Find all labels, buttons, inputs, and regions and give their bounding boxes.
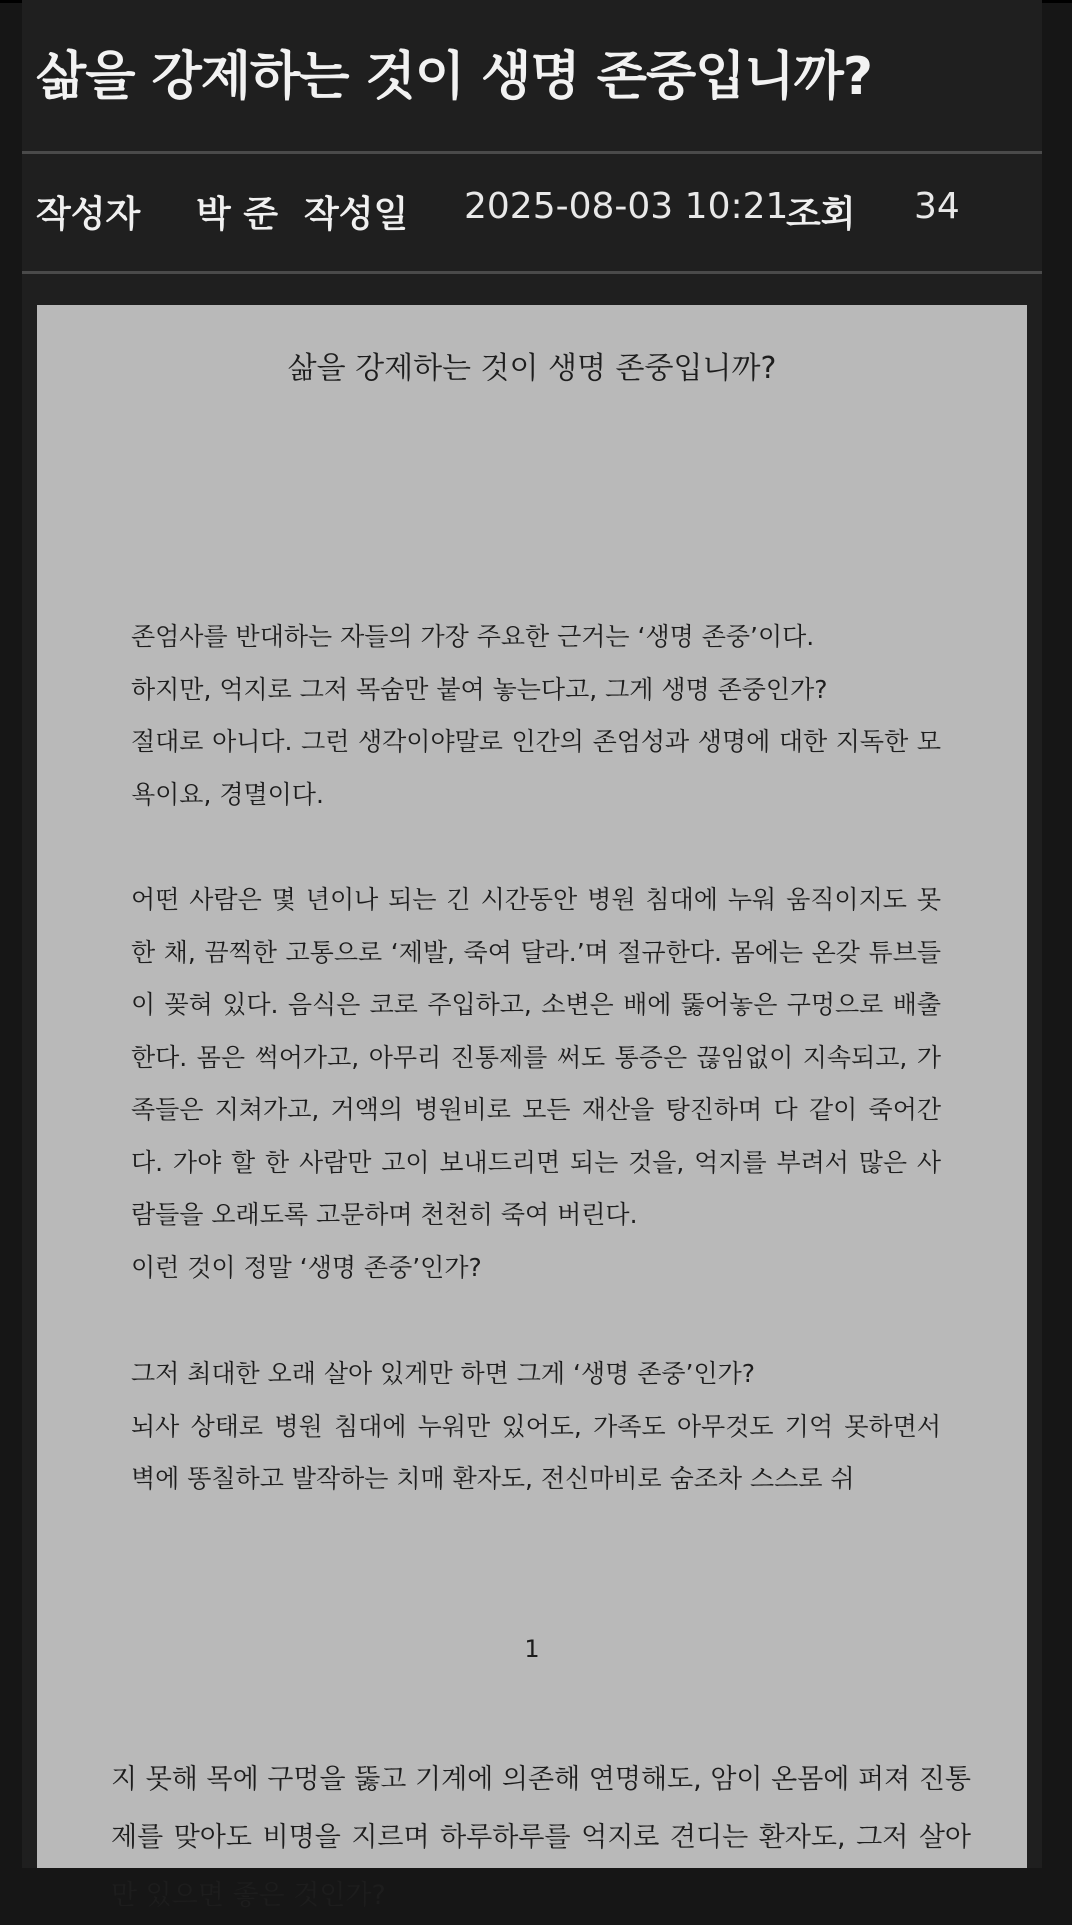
document-title: 삶을 강제하는 것이 생명 존중입니까?	[287, 351, 777, 386]
views-label: 조회	[786, 194, 856, 235]
post-date: 2025-08-03 10:21	[464, 186, 789, 227]
document-page-next[interactable]	[37, 1725, 1027, 1911]
document-paragraph: 존엄사를 반대하는 자들의 가장 주요한 근거는 ‘생명 존중’이다. 하지만, 억지로 그저 목숨만 붙여 놓는다고, 그게 생명 존중인가? 절대로 아니다. 그런 생각이야말로 인간의 존엄성과 생명에 대한 지독한 모욕이요, 경멸이다.	[131, 622, 941, 809]
document-paragraph: 지 못해 목에 구멍을 뚫고 기계에 의존해 연명해도, 암이 온몸에 퍼져 진통제를 맞아도 비명을 지르며 하루하루를 억지로 견디는 환자도, 그저 살아만 있으면 좋은 것인가?	[111, 1764, 971, 1911]
author-name: 박 준	[196, 194, 279, 235]
author-label: 작성자	[36, 194, 141, 235]
view-count: 34	[914, 186, 960, 227]
date-label: 작성일	[304, 194, 409, 235]
document-paragraph: 그저 최대한 오래 살아 있게만 하면 그게 ‘생명 존중’인가? 뇌사 상태로 병원 침대에 누워만 있어도, 가족도 아무것도 기억 못하면서 벽에 똥칠하고 발작하는 치매 환자도, 전신마비로 숨조차 스스로 쉬	[131, 1359, 941, 1493]
document-page[interactable]	[37, 305, 1027, 1725]
title-divider	[22, 151, 1042, 154]
page-number: 1	[524, 1635, 540, 1663]
meta-divider	[22, 271, 1042, 274]
document-paragraph: 어떤 사람은 몇 년이나 되는 긴 시간동안 병원 침대에 누워 움직이지도 못한 채, 끔찍한 고통으로 ‘제발, 죽여 달라.’며 절규한다. 몸에는 온갖 튜브들이 꽂혀 있다. 음식은 코로 주입하고, 소변은 배에 뚫어놓은 구멍으로 배출한다. 몸은 썩어가고, 아무리 진통제를 써도 통증은 끊임없이 지속되고, 가족들은 지쳐가고, 거액의 병원비로 모든 재산을 탕진하며 다 같이 죽어간다. 가야 할 한 사람만 고이 보내드리면 되는 것을, 억지를 부려서 많은 사람들을 오래도록 고문하며 천천히 죽여 버린다. 이런 것이 정말 ‘생명 존중’인가?	[131, 885, 941, 1282]
post-title: 삶을 강제하는 것이 생명 존중입니까?	[36, 47, 873, 107]
